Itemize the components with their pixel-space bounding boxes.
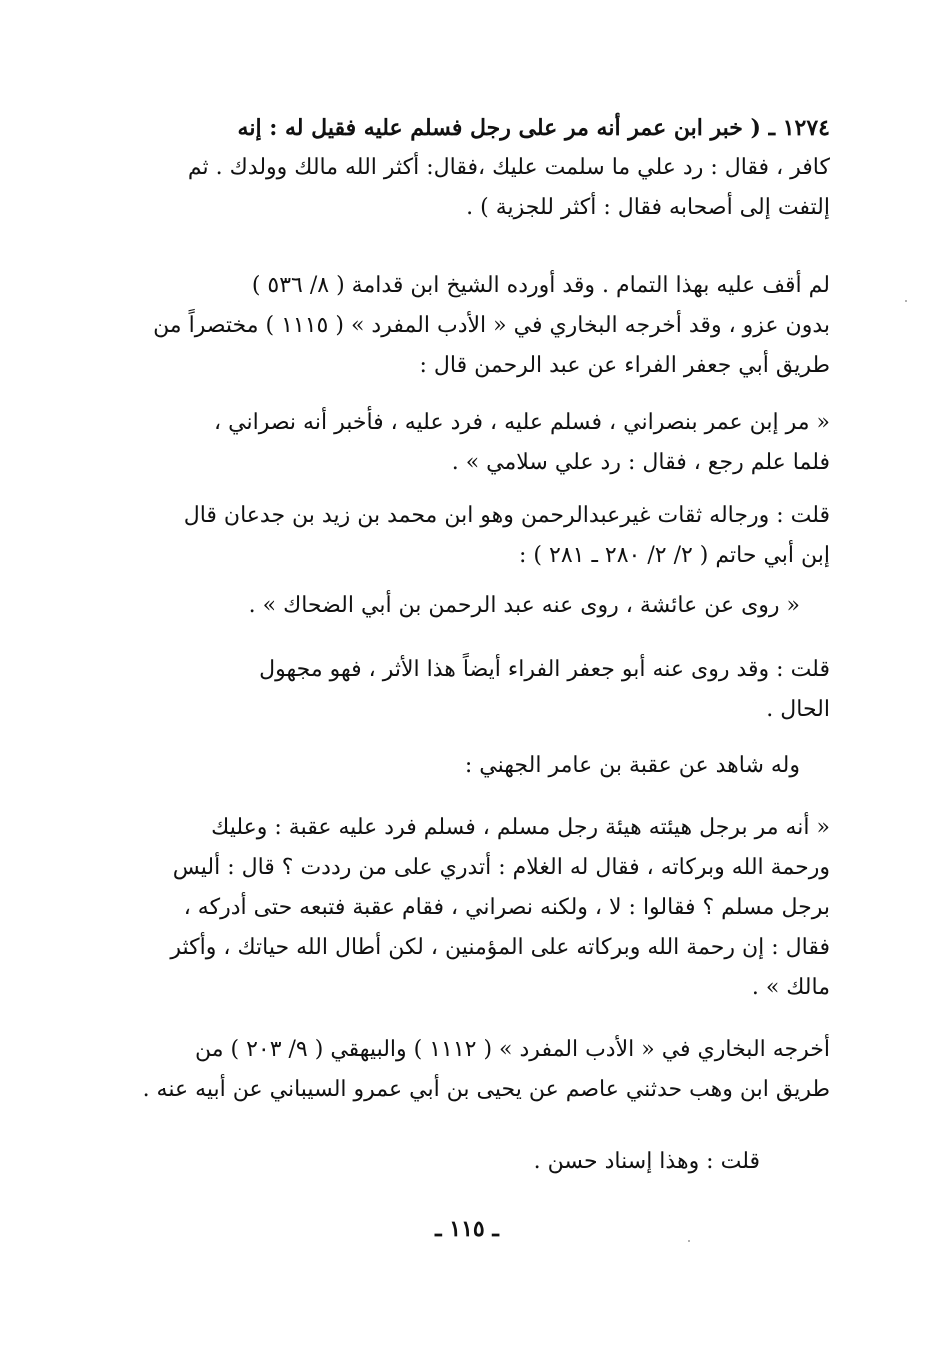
quoted-narration <box>140 586 830 626</box>
text-line: أخرجه البخاري في « الأدب المفرد » ( ١١١٢ ) والبيهقي ( ٩/ ٢٠٣ ) من <box>194 1037 830 1062</box>
text-line: برجل مسلم ؟ فقالوا : لا ، ولكنه نصراني ، فقام عقبة فتبعه حتى أدركه ، <box>183 895 830 920</box>
text-line: الحال . <box>766 697 830 722</box>
takhrij-paragraph <box>140 1030 830 1110</box>
text-line: ورحمة الله وبركاته ، فقال له الغلام : أتدري على من رددت ؟ قال : أليس <box>172 855 830 880</box>
text-line: إلتفت إلى أصحابه فقال : أكثر للجزية ) . <box>466 195 830 220</box>
text-line: طريق ابن وهب حدثني عاصم عن يحيى بن أبي عمرو السيباني عن أبيه عنه . <box>142 1077 830 1102</box>
scan-speck <box>905 300 907 302</box>
note-paragraph <box>140 650 830 730</box>
verdict-line <box>140 1142 830 1182</box>
text-line: فلما علم رجع ، فقال : رد علي سلامي » . <box>451 450 830 475</box>
commentary-paragraph <box>140 266 830 386</box>
text-line: كافر ، فقال : رد علي ما سلمت عليك ،فقال: أكثر الله مالك وولدك . ثم <box>187 155 830 180</box>
text-line: وله شاهد عن عقبة بن عامر الجهني : <box>464 753 800 778</box>
text-line: فقال : إن رحمة الله وبركاته على المؤمنين ، لكن أطال الله حياتك ، وأكثر <box>170 935 830 960</box>
quoted-narration <box>140 403 830 483</box>
text-line: قلت : ورجاله ثقات غيرعبدالرحمن وهو ابن محمد بن زيد بن جدعان قال <box>183 503 830 528</box>
note-paragraph <box>140 496 830 576</box>
text-line: « مر إبن عمر بنصراني ، فسلم عليه ، فرد عليه ، فأخبر أنه نصراني ، <box>214 410 830 435</box>
quoted-narration <box>140 808 830 1008</box>
text-line: قلت : وهذا إسناد حسن . <box>533 1149 760 1174</box>
text-line: بدون عزو ، وقد أخرجه البخاري في « الأدب المفرد » ( ١١١٥ ) مختصراً من <box>153 313 830 338</box>
text-line: طريق أبي جعفر الفراء عن عبد الرحمن قال : <box>419 353 830 378</box>
text-line: لم أقف عليه بهذا التمام . وقد أورده الشيخ ابن قدامة ( ٨/ ٥٣٦ ) <box>251 273 830 298</box>
text-line: قلت : وقد روى عنه أبو جعفر الفراء أيضاً هذا الأثر ، فهو مجهول <box>259 657 830 682</box>
scan-speck <box>688 1240 690 1242</box>
text-line: « أنه مر برجل هيئته هيئة رجل مسلم ، فسلم فرد عليه عقبة : وعليك <box>211 815 830 840</box>
text-line: مالك » . <box>751 975 830 1000</box>
page-number: ـ ١١٥ ـ <box>435 1216 499 1242</box>
text-line: إبن أبي حاتم ( ٢/ ٢/ ٢٨٠ ـ ٢٨١ ) : <box>519 543 830 568</box>
text-line: « روى عن عائشة ، روى عنه عبد الرحمن بن أبي الضحاك » . <box>248 593 800 618</box>
hadith-entry <box>140 108 830 228</box>
text-line: ١٢٧٤ ـ ( خبر ابن عمر أنه مر على رجل فسلم عليه فقيل له : إنه <box>237 115 830 141</box>
witness-line <box>140 746 830 786</box>
